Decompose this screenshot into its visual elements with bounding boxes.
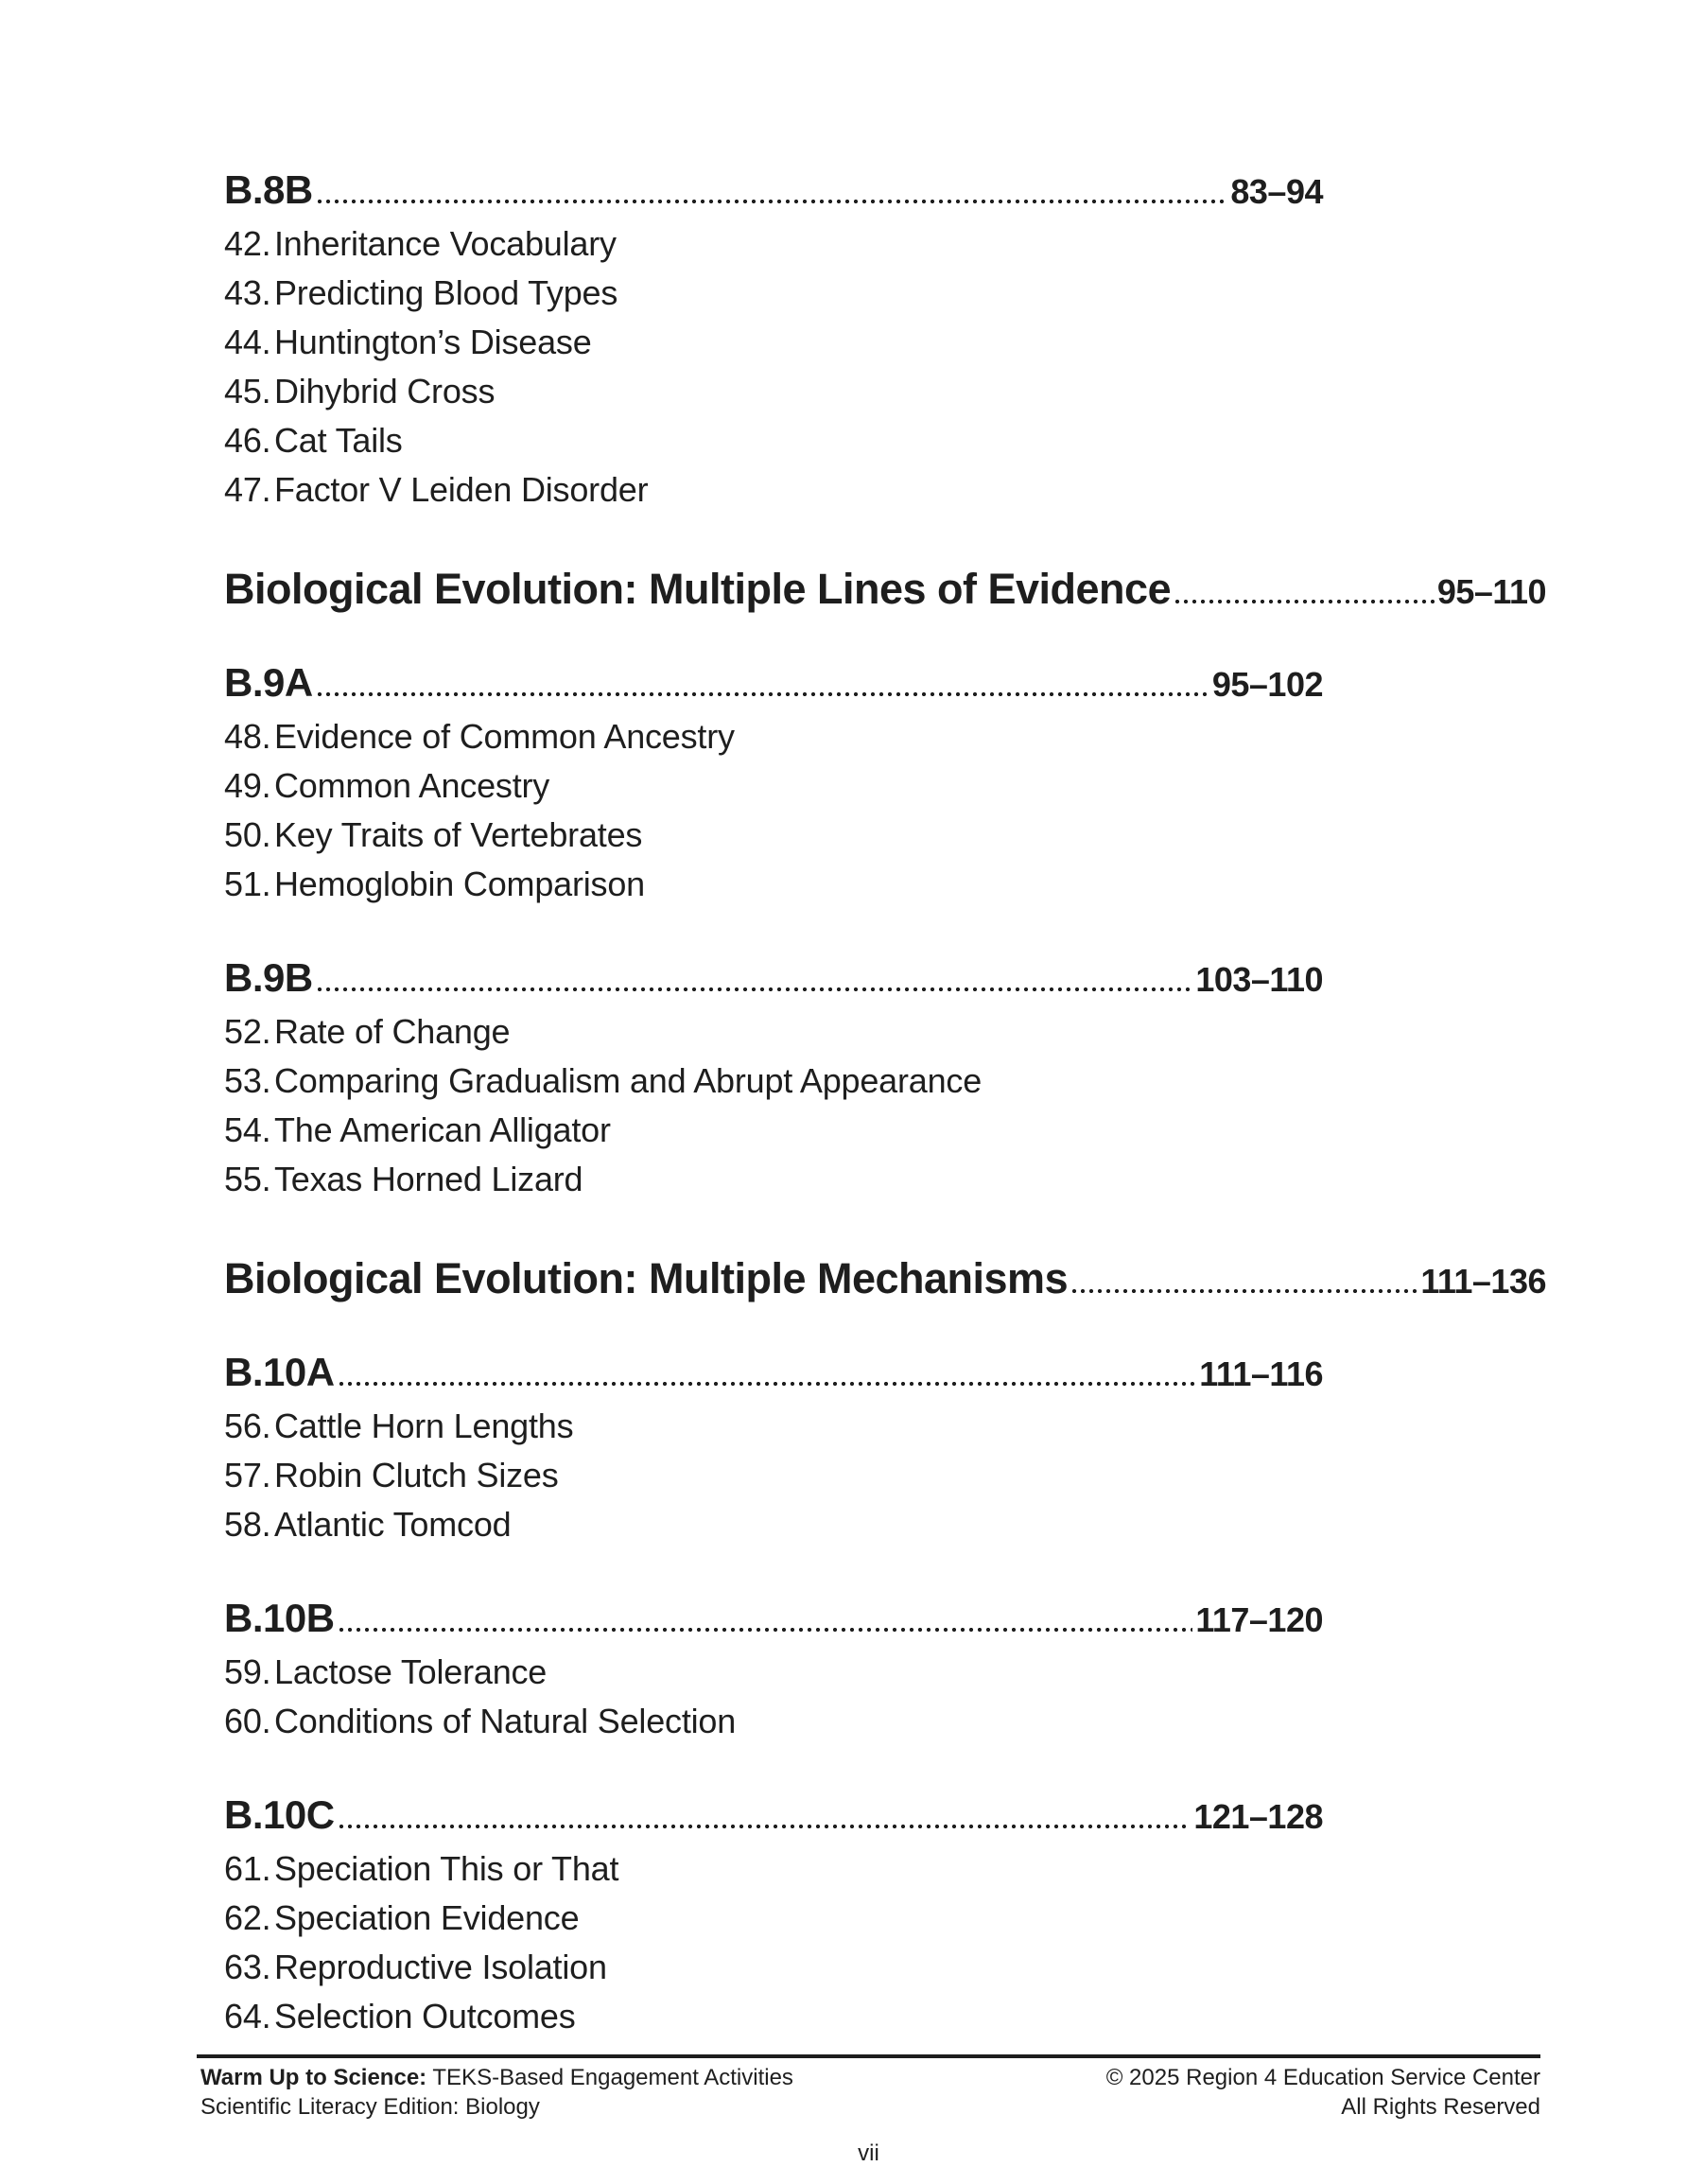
toc-item [224,1894,1546,1943]
item-title: Dihybrid Cross [274,372,496,411]
toc-item [224,1992,1546,2041]
item-number: 63. [224,1948,271,1986]
toc-item [224,860,1546,909]
dot-leader [339,1628,1193,1632]
item-number: 44. [224,323,271,361]
toc-section-heading [224,1254,1546,1303]
toc-item [224,1106,1546,1155]
item-title: Conditions of Natural Selection [274,1702,737,1740]
dot-leader [318,987,1193,991]
item-title: Speciation This or That [274,1849,619,1888]
item-title: Common Ancestry [274,766,550,805]
footer-book-title-rest: TEKS-Based Engagement Activities [426,2065,793,2090]
item-title: Factor V Leiden Disorder [274,470,649,509]
teks-code: B.9B [224,955,313,1000]
toc-item [224,1057,1546,1106]
teks-code: B.10A [224,1350,335,1394]
item-title: Evidence of Common Ancestry [274,717,735,756]
toc-heading-b8b [224,166,1323,215]
toc-item [224,465,1546,515]
item-number: 59. [224,1652,271,1691]
item-number: 52. [224,1012,271,1051]
page-number: vii [858,2140,879,2166]
teks-code: B.10B [224,1596,335,1640]
item-title: Texas Horned Lizard [274,1160,583,1198]
item-number: 43. [224,273,271,312]
item-number: 49. [224,766,271,805]
item-title: Comparing Gradualism and Abrupt Appearance [274,1061,983,1100]
item-title: Selection Outcomes [274,1997,576,2035]
toc-item [224,1155,1546,1204]
toc-item [224,1844,1546,1894]
item-number: 51. [224,865,271,903]
item-number: 53. [224,1061,271,1100]
dot-leader [339,1825,1191,1828]
item-title: Reproductive Isolation [274,1948,607,1986]
item-title: Key Traits of Vertebrates [274,815,643,854]
dot-leader [318,200,1228,203]
toc-item [224,416,1546,465]
footer-book-title-bold: Warm Up to Science: [200,2065,427,2090]
footer-left [200,2063,793,2122]
footer-edition: Scientific Literacy Edition: Biology [200,2094,540,2120]
item-title: Cattle Horn Lengths [274,1406,574,1445]
item-title: Rate of Change [274,1012,511,1051]
dot-leader [1072,1289,1417,1293]
toc-item [224,219,1546,269]
toc-item [224,1500,1546,1549]
toc-heading-b10c [224,1791,1323,1840]
page-range: 103–110 [1195,960,1323,999]
toc-heading-b9b [224,953,1323,1003]
teks-code: B.8B [224,167,313,212]
toc-item [224,1648,1546,1697]
item-title: Speciation Evidence [274,1898,580,1937]
item-number: 58. [224,1505,271,1544]
item-title: Robin Clutch Sizes [274,1456,559,1494]
page-range: 117–120 [1195,1600,1323,1639]
toc-item [224,367,1546,416]
item-number: 45. [224,372,271,411]
page-range: 83–94 [1230,172,1323,211]
toc-item [224,811,1546,860]
footer-copyright: © 2025 Region 4 Education Service Center [1105,2065,1540,2090]
dot-leader [318,692,1209,696]
section-title: Biological Evolution: Multiple Mechanisms [224,1254,1069,1302]
footer-divider [197,2054,1540,2058]
toc-heading-b10a [224,1348,1323,1397]
page-range: 121–128 [1193,1797,1323,1836]
footer-rights: All Rights Reserved [1341,2094,1540,2120]
item-number: 54. [224,1110,271,1149]
item-number: 57. [224,1456,271,1494]
page-range: 111–116 [1199,1354,1323,1393]
toc-item [224,1451,1546,1500]
item-number: 46. [224,421,271,460]
item-number: 47. [224,470,271,509]
toc-item [224,712,1546,761]
item-number: 64. [224,1997,271,2035]
footer-book-title [200,2063,793,2092]
item-number: 42. [224,224,271,263]
page-range: 95–110 [1436,572,1546,611]
item-number: 62. [224,1898,271,1937]
toc-item [224,1943,1546,1992]
item-number: 60. [224,1702,271,1740]
item-number: 61. [224,1849,271,1888]
item-number: 50. [224,815,271,854]
toc-item [224,269,1546,318]
section-title: Biological Evolution: Multiple Lines of Evidence [224,565,1172,613]
teks-code: B.9A [224,660,313,705]
teks-code: B.10C [224,1792,335,1837]
item-number: 48. [224,717,271,756]
item-title: Cat Tails [274,421,403,460]
item-title: Huntington’s Disease [274,323,592,361]
item-title: Atlantic Tomcod [274,1505,512,1544]
toc-item [224,1697,1546,1746]
toc-item [224,1007,1546,1057]
toc-item [224,761,1546,811]
item-title: Lactose Tolerance [274,1652,548,1691]
toc-heading-b10b [224,1594,1323,1643]
footer-right [1106,2063,1540,2122]
item-title: Inheritance Vocabulary [274,224,617,263]
toc-item [224,318,1546,367]
toc-item [224,1402,1546,1451]
table-of-contents [224,166,1546,2041]
item-number: 56. [224,1406,271,1445]
item-title: Predicting Blood Types [274,273,618,312]
toc-heading-b9a [224,658,1323,708]
toc-section-heading [224,565,1546,614]
dot-leader [1175,600,1435,603]
item-title: Hemoglobin Comparison [274,865,645,903]
item-number: 55. [224,1160,271,1198]
dot-leader [339,1382,1197,1386]
page-range: 95–102 [1211,665,1323,704]
page-range: 111–136 [1420,1262,1546,1301]
item-title: The American Alligator [274,1110,611,1149]
